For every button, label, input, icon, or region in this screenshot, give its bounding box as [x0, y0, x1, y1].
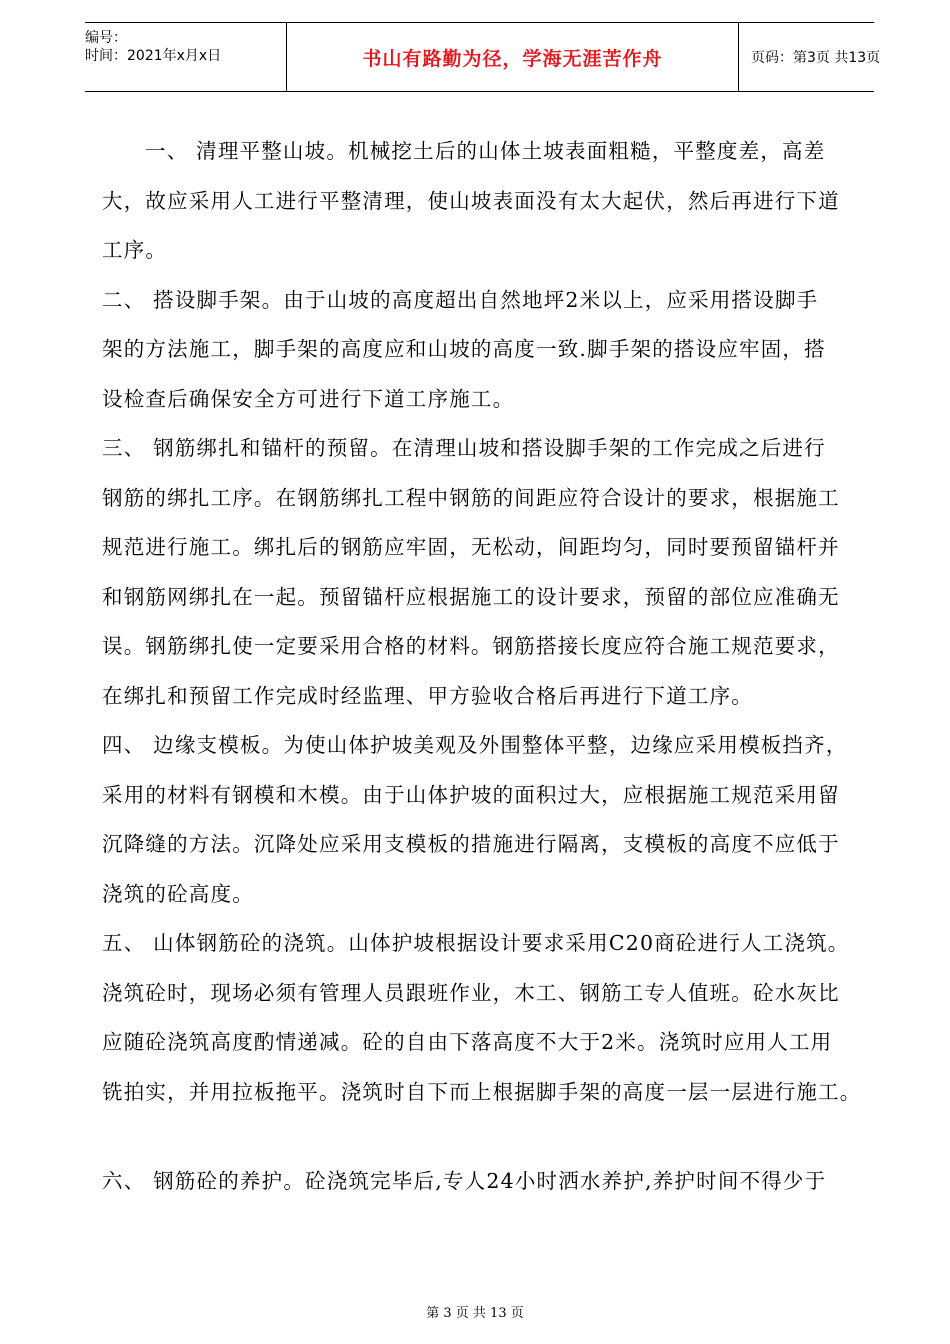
body-line: 规范进行施工。绑扎后的钢筋应牢固，无松动，间距均匀，同时要预留锚杆并	[102, 535, 840, 559]
header-motto: 书山有路勤为径，学海无涯苦作舟	[362, 47, 663, 70]
body-line: 应随砼浇筑高度酌情递减。砼的自由下落高度不大于2米。浇筑时应用人工用	[102, 1030, 833, 1054]
body-line: 一、 清理平整山坡。机械挖土后的山体土坡表面粗糙，平整度差，高差	[145, 139, 826, 163]
header-page-info: 页码：第3页 共13页	[751, 50, 881, 66]
page-footer: 第 3 页 共 13 页	[426, 1306, 524, 1321]
body-line: 二、 搭设脚手架。由于山坡的高度超出自然地坪2米以上，应采用搭设脚手	[102, 287, 819, 312]
body-line: 架的方法施工，脚手架的高度应和山坡的高度一致.脚手架的搭设应牢固，搭	[102, 337, 826, 361]
body-line: 设检查后确保安全方可进行下道工序施工。	[102, 386, 515, 411]
body-line: 铣拍实，并用拉板拖平。浇筑时自下而上根据脚手架的高度一层一层进行施工。	[102, 1079, 862, 1104]
body-line: 浇筑的砼高度。	[102, 881, 254, 906]
body-line: 五、 山体钢筋砼的浇筑。山体护坡根据设计要求采用C20商砼进行人工浇筑。	[102, 931, 850, 955]
doc-time-label: 时间：2021年x月x日	[85, 48, 222, 64]
body-line: 三、 钢筋绑扎和锚杆的预留。在清理山坡和搭设脚手架的工作完成之后进行	[102, 436, 826, 460]
body-line: 钢筋的绑扎工序。在钢筋绑扎工程中钢筋的间距应符合设计的要求，根据施工	[102, 485, 840, 510]
body-line: 在绑扎和预留工作完成时经监理、甲方验收合格后再进行下道工序。	[102, 683, 753, 708]
body-line: 误。钢筋绑扎使一定要采用合格的材料。钢筋搭接长度应符合施工规范要求，	[102, 634, 840, 658]
document-body	[102, 132, 872, 1212]
body-line: 工序。	[102, 238, 168, 262]
paragraph-gap	[102, 1122, 872, 1162]
body-line: 六、 钢筋砼的养护。砼浇筑完毕后,专人24小时洒水养护,养护时间不得少于	[102, 1169, 827, 1193]
body-line: 浇筑砼时，现场必须有管理人员跟班作业，木工、钢筋工专人值班。砼水灰比	[102, 980, 840, 1005]
body-line: 大，故应采用人工进行平整清理，使山坡表面没有太大起伏，然后再进行下道	[102, 188, 840, 213]
page-header	[85, 22, 881, 92]
body-line: 沉降缝的方法。沉降处应采用支模板的措施进行隔离，支模板的高度不应低于	[102, 832, 840, 856]
header-meta	[85, 23, 286, 91]
header-motto-cell	[286, 23, 739, 91]
doc-number-label: 编号：	[85, 30, 127, 46]
body-line: 采用的材料有钢模和木模。由于山体护坡的面积过大，应根据施工规范采用留	[102, 782, 840, 807]
body-line: 和钢筋网绑扎在一起。预留锚杆应根据施工的设计要求，预留的部位应准确无	[102, 584, 840, 609]
body-line: 四、 边缘支模板。为使山体护坡美观及外围整体平整，边缘应采用模板挡齐，	[102, 733, 848, 757]
